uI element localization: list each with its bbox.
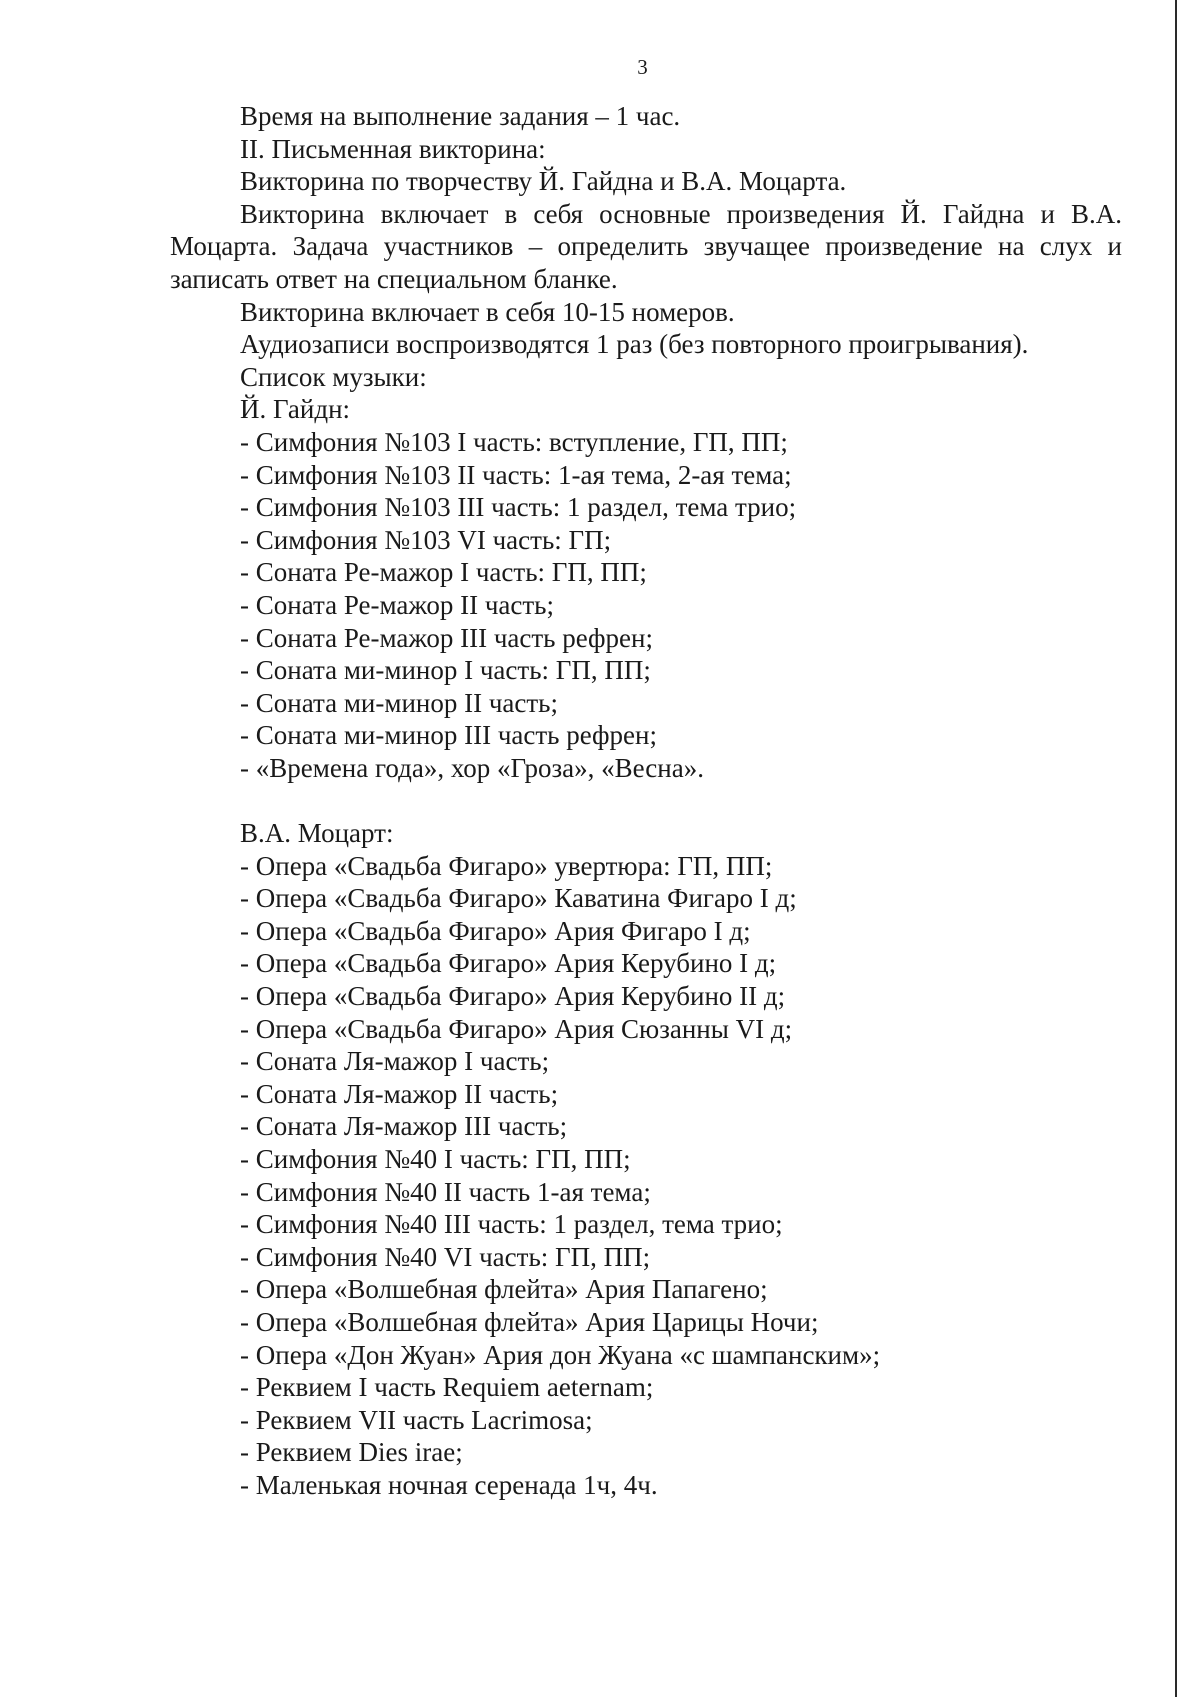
list-item: - Опера «Свадьба Фигаро» Каватина Фигаро I д; xyxy=(240,883,797,914)
list-item: - Соната Ре-мажор I часть: ГП, ПП; xyxy=(240,557,647,588)
list-item: - Реквием Dies irae; xyxy=(240,1437,463,1468)
list-item: - Симфония №103 I часть: вступление, ГП, ПП; xyxy=(240,426,788,457)
list-item: - Симфония №103 III часть: 1 раздел, тема трио; xyxy=(240,492,797,523)
list-item: - Опера «Свадьба Фигаро» Ария Керубино I д; xyxy=(240,948,777,979)
mozart-list xyxy=(170,850,1122,1502)
list-item: - Симфония №40 II часть 1-ая тема; xyxy=(240,1176,651,1207)
music-list-title: Список музыки: xyxy=(240,361,427,392)
list-item: - Соната ми-минор III часть рефрен; xyxy=(240,720,657,751)
list-item: - Симфония №103 II часть: 1-ая тема, 2-ая тема; xyxy=(240,459,792,490)
list-item: - Симфония №40 III часть: 1 раздел, тема трио; xyxy=(240,1209,783,1240)
list-item: - Соната Ля-мажор I часть; xyxy=(240,1046,550,1077)
playback-rule: Аудиозаписи воспроизводятся 1 раз (без повторного проигрывания). xyxy=(240,329,1029,360)
section-spacer xyxy=(170,784,1122,817)
page-body xyxy=(170,100,1122,1502)
list-item: - Опера «Дон Жуан» Ария дон Жуана «с шампанским»; xyxy=(240,1339,881,1370)
list-item: - Опера «Свадьба Фигаро» Ария Сюзанны VI д; xyxy=(240,1013,793,1044)
section-title: II. Письменная викторина: xyxy=(240,133,546,164)
page-number: 3 xyxy=(637,55,648,79)
list-item: - Соната Ля-мажор II часть; xyxy=(240,1078,559,1109)
list-item: - Опера «Свадьба Фигаро» Ария Фигаро I д; xyxy=(240,915,751,946)
list-item: - Симфония №40 VI часть: ГП, ПП; xyxy=(240,1241,651,1272)
list-item: - Опера «Свадьба Фигаро» Ария Керубино II д; xyxy=(240,981,786,1012)
list-item: - Соната Ре-мажор II часть; xyxy=(240,589,554,620)
list-item: - Соната ми-минор II часть; xyxy=(240,687,559,718)
list-item: - Симфония №40 I часть: ГП, ПП; xyxy=(240,1144,631,1174)
list-item: - Реквием I часть Requiem aeternam; xyxy=(240,1372,654,1403)
quiz-topic: Викторина по творчеству Й. Гайдна и В.А. Моцарта. xyxy=(240,166,847,197)
time-limit-line: Время на выполнение задания – 1 час. xyxy=(240,101,681,131)
mozart-heading: В.А. Моцарт: xyxy=(240,818,394,849)
list-item: - Соната Ре-мажор III часть рефрен; xyxy=(240,622,653,653)
list-item: - Соната Ля-мажор III часть; xyxy=(240,1111,568,1142)
list-item: - Опера «Волшебная флейта» Ария Папагено; xyxy=(240,1274,768,1305)
quiz-description: Викторина включает в себя основные произведения Й. Гайдна и В.А. Моцарта. Задача участников – определить звучащее произведение на слух и записать ответ на специальном бланке. xyxy=(170,198,1122,294)
list-item: - Опера «Свадьба Фигаро» увертюра: ГП, ПП; xyxy=(240,850,773,881)
list-item: - Маленькая ночная серенада 1ч, 4ч. xyxy=(240,1469,658,1500)
haydn-list xyxy=(170,426,1122,785)
list-item: - Соната ми-минор I часть: ГП, ПП; xyxy=(240,655,651,686)
list-item: - Реквием VII часть Lacrimosa; xyxy=(240,1404,593,1435)
quiz-count: Викторина включает в себя 10-15 номеров. xyxy=(240,296,735,327)
haydn-heading: Й. Гайдн: xyxy=(240,394,351,425)
list-item: - Симфония №103 VI часть: ГП; xyxy=(240,524,612,555)
list-item: - «Времена года», хор «Гроза», «Весна». xyxy=(240,752,704,783)
list-item: - Опера «Волшебная флейта» Ария Царицы Ночи; xyxy=(240,1306,819,1337)
right-edge-rule xyxy=(1175,0,1177,1697)
